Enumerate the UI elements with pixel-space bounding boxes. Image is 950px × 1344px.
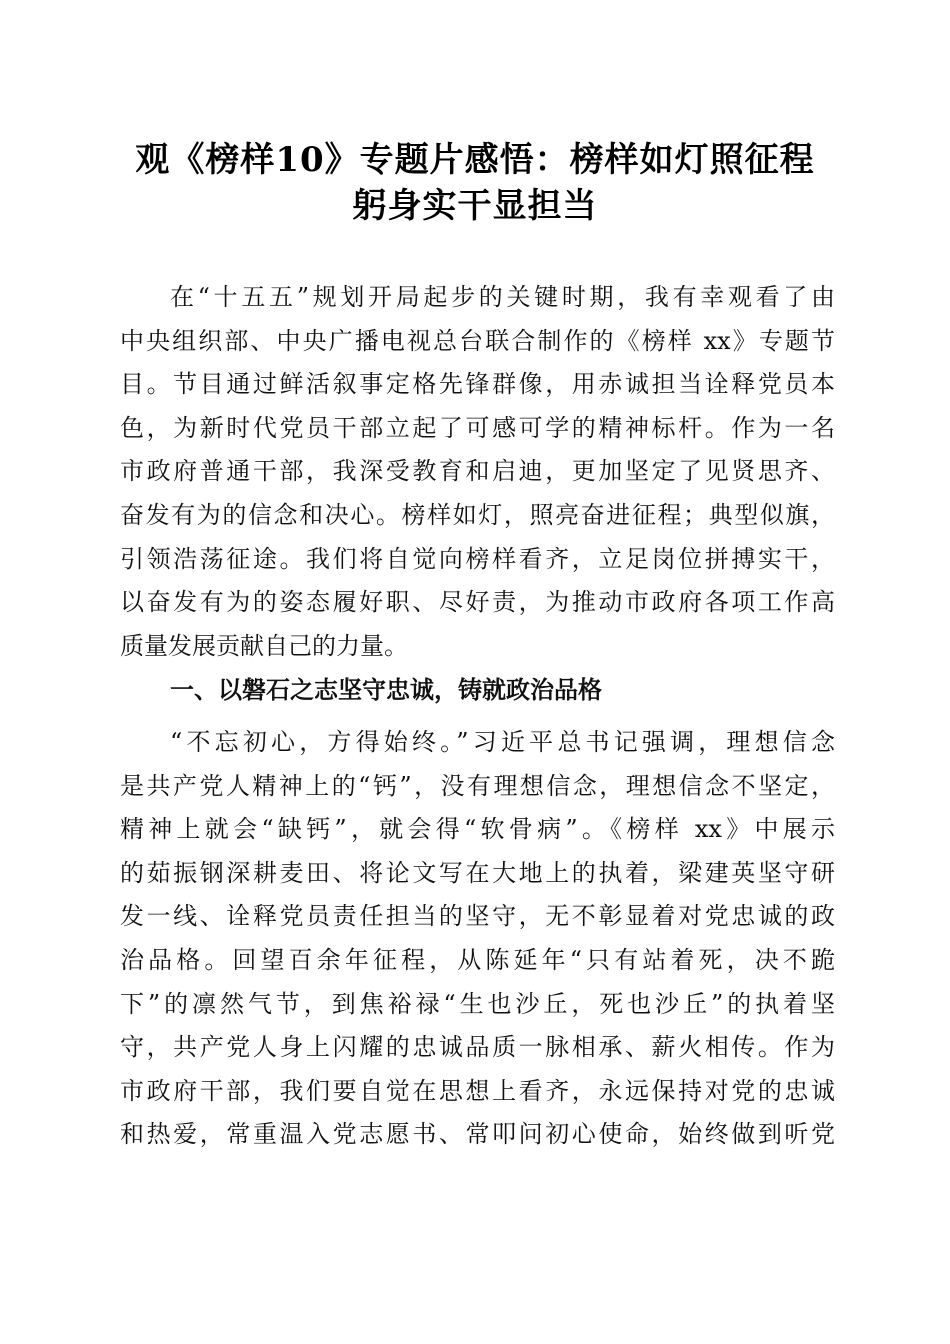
text-line: 是共产党人精神上的“钙”，没有理想信念，理想信念不坚定， bbox=[120, 771, 835, 800]
document-title-line-1: 观《榜样10》专题片感悟：榜样如灯照征程 bbox=[135, 140, 815, 180]
text-line: 质量发展贡献自己的力量。 bbox=[120, 631, 408, 660]
text-line: 目。节目通过鲜活叙事定格先锋群像，用赤诚担当诠释党员本 bbox=[120, 370, 835, 399]
document-title-line-2: 躬身实干显担当 bbox=[352, 186, 598, 226]
text-line: 精神上就会“缺钙”，就会得“软骨病”。《榜样 xx》中展示 bbox=[120, 815, 835, 844]
section-heading: 一、以磐石之志坚守忠诚，铸就政治品格 bbox=[170, 676, 602, 704]
text-line: 引领浩荡征途。我们将自觉向榜样看齐，立足岗位拼搏实干， bbox=[120, 544, 835, 573]
text-line: 中央组织部、中央广播电视总台联合制作的《榜样 xx》专题节 bbox=[120, 326, 835, 355]
text-line: 奋发有为的信念和决心。榜样如灯，照亮奋进征程；典型似旗， bbox=[120, 501, 835, 529]
text-line: 色，为新时代党员干部立起了可感可学的精神标杆。作为一名 bbox=[120, 413, 835, 442]
text-line: 市政府普通干部，我深受教育和启迪，更加坚定了见贤思齐、 bbox=[120, 457, 835, 486]
text-line: “不忘初心，方得始终。”习近平总书记强调，理想信念 bbox=[170, 728, 835, 756]
text-line: 守，共产党人身上闪耀的忠诚品质一脉相承、薪火相传。作为 bbox=[120, 1033, 835, 1062]
text-line: 的茹振钢深耕麦田、将论文写在大地上的执着，梁建英坚守研 bbox=[120, 858, 835, 887]
text-line: 以奋发有为的姿态履好职、尽好责，为推动市政府各项工作高 bbox=[120, 588, 835, 617]
text-line: 市政府干部，我们要自觉在思想上看齐，永远保持对党的忠诚 bbox=[120, 1076, 835, 1105]
text-line: 在“十五五”规划开局起步的关键时期，我有幸观看了由 bbox=[170, 283, 835, 311]
text-line: 发一线、诠释党员责任担当的坚守，无不彰显着对党忠诚的政 bbox=[120, 902, 835, 931]
text-line: 治品格。回望百余年征程，从陈延年“只有站着死，决不跪 bbox=[120, 946, 835, 974]
text-line: 下”的凛然气节，到焦裕禄“生也沙丘，死也沙丘”的执着坚 bbox=[120, 989, 835, 1018]
text-line: 和热爱，常重温入党志愿书、常叩问初心使命，始终做到听党 bbox=[120, 1120, 835, 1149]
